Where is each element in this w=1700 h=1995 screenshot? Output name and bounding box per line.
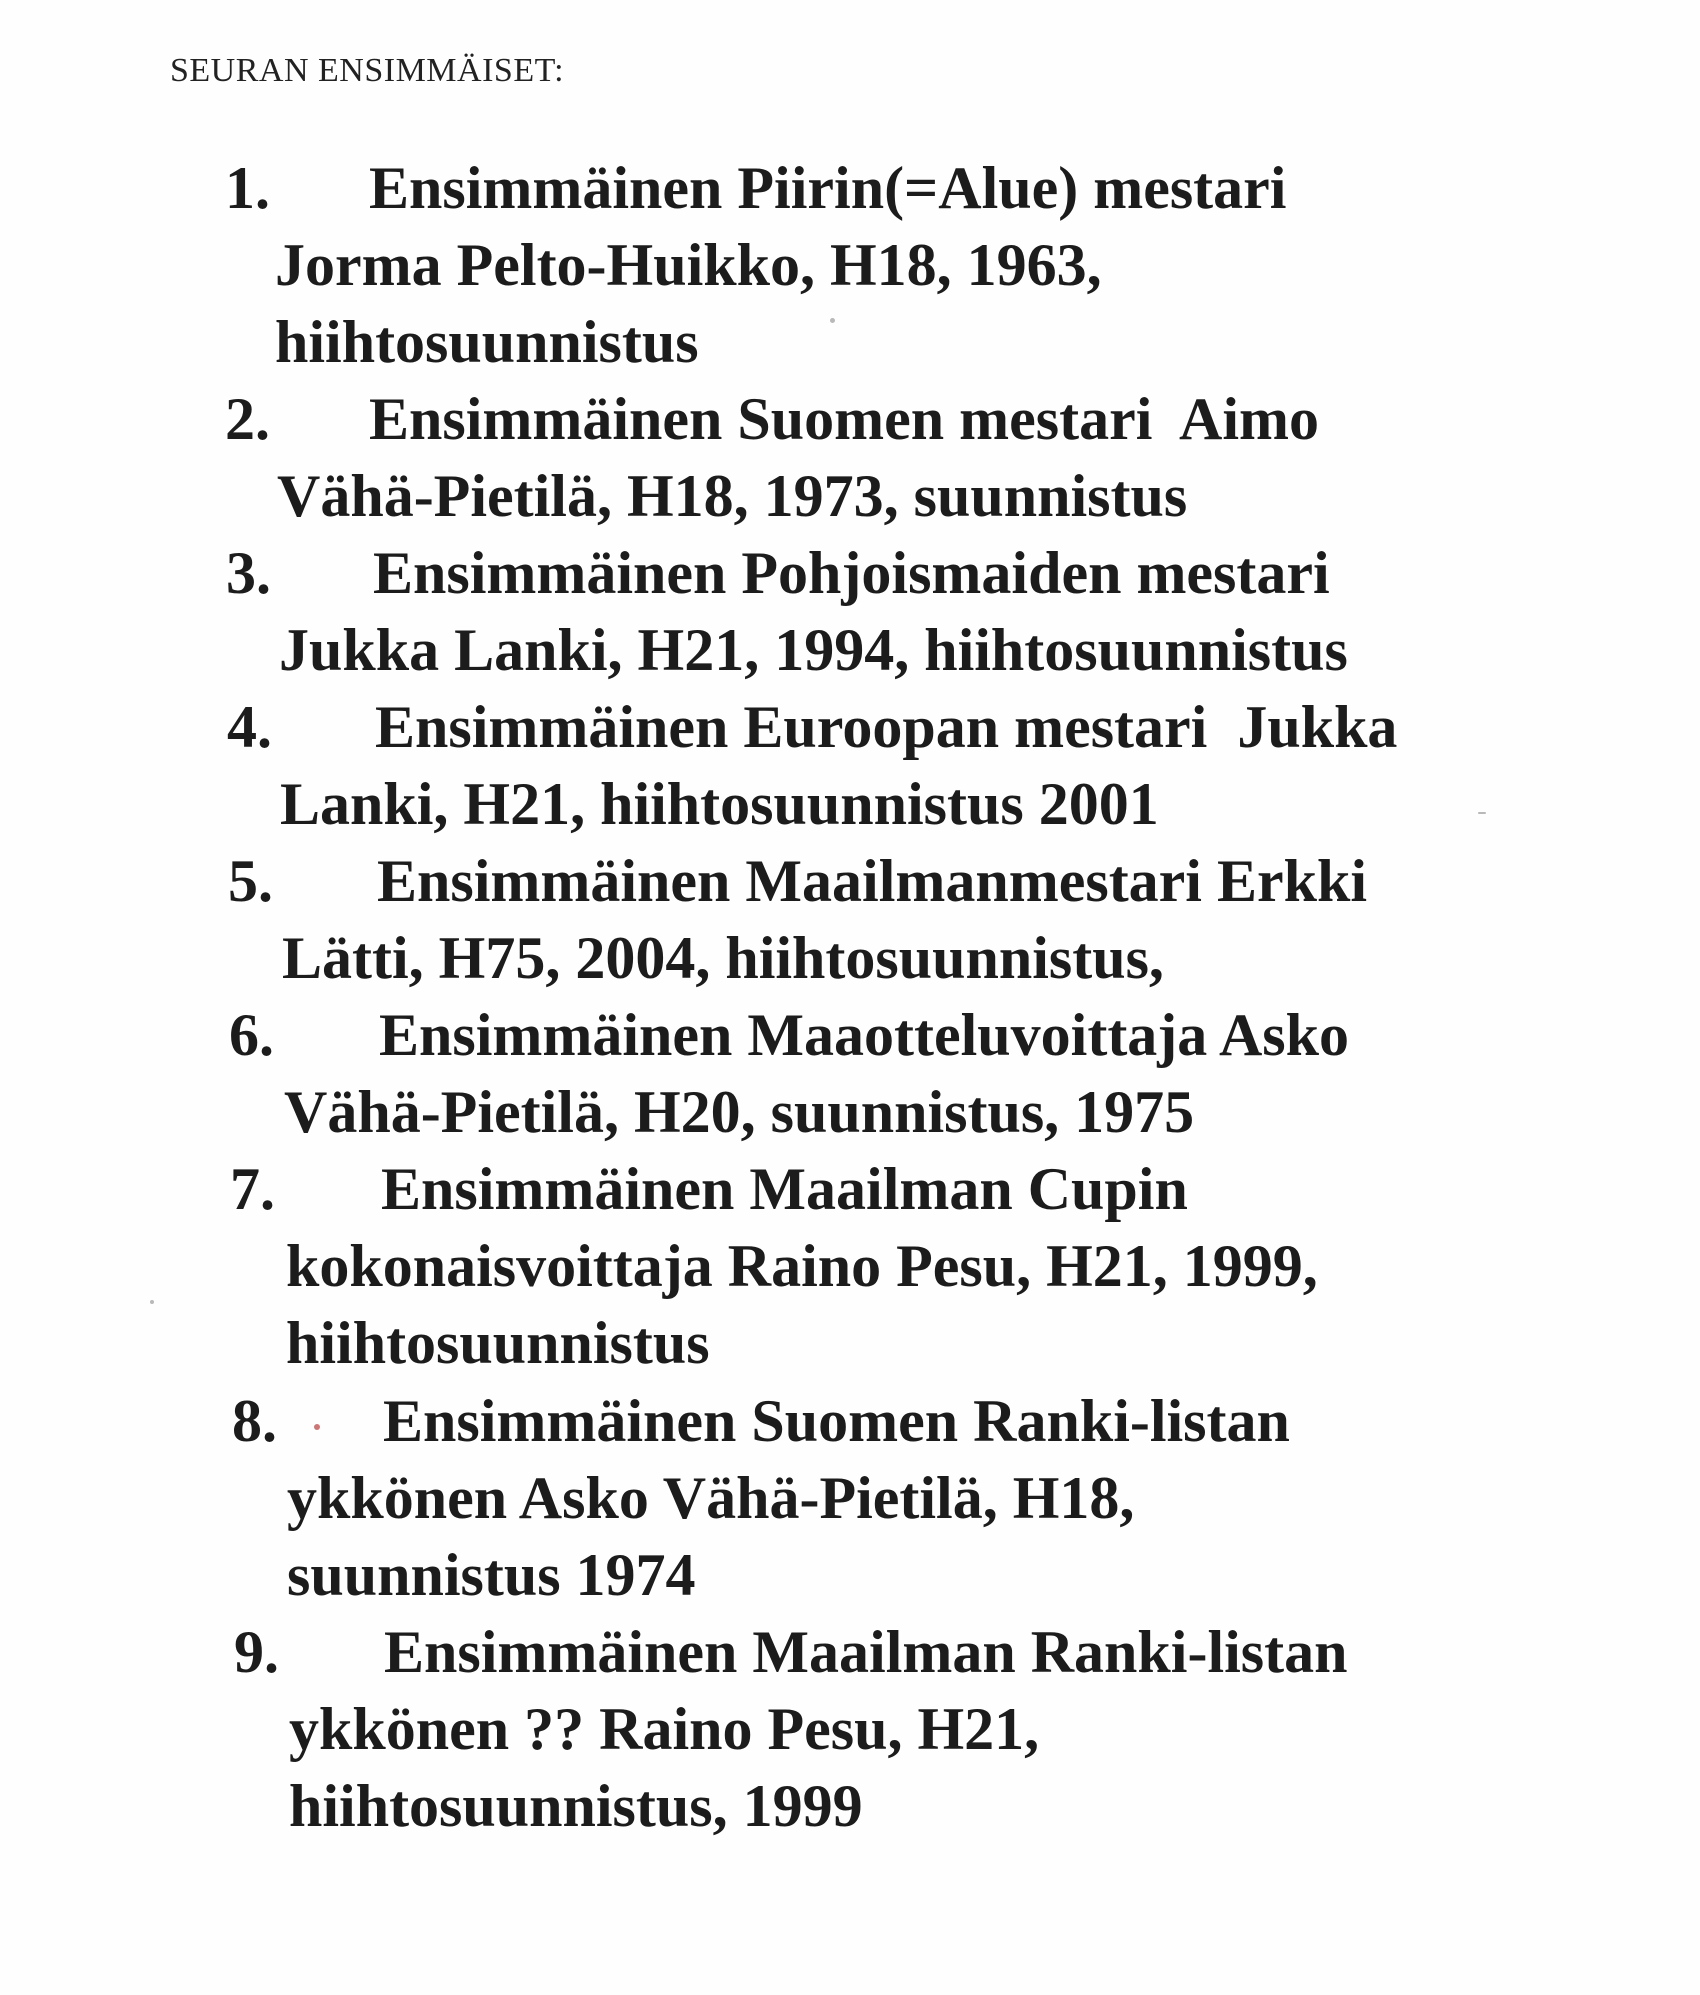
item-number: 9. — [234, 1619, 279, 1685]
item-line: Vähä-Pietilä, H18, 1973, suunnistus — [277, 463, 1188, 529]
item-line: kokonaisvoittaja Raino Pesu, H21, 1999, — [286, 1233, 1318, 1299]
item-line: Ensimmäinen Maailman Cupin — [381, 1156, 1188, 1222]
item-number: 4. — [227, 694, 272, 760]
item-line: Ensimmäinen Maaotteluvoittaja Asko — [379, 1002, 1350, 1068]
item-number: 6. — [229, 1002, 274, 1068]
item-number: 3. — [226, 540, 271, 606]
item-line: Ensimmäinen Maailman Ranki-listan — [384, 1619, 1348, 1685]
item-number: 5. — [228, 848, 273, 914]
item-line: Ensimmäinen Maailmanmestari Erkki — [377, 848, 1368, 914]
item-line: Ensimmäinen Euroopan mestari Jukka — [375, 694, 1398, 760]
item-line: hiihtosuunnistus, 1999 — [289, 1773, 863, 1839]
item-number: 7. — [230, 1156, 275, 1222]
item-line: Lanki, H21, hiihtosuunnistus 2001 — [280, 771, 1159, 837]
scan-speck — [830, 318, 835, 323]
item-number: 8. — [232, 1388, 277, 1454]
item-line: Lätti, H75, 2004, hiihtosuunnistus, — [282, 925, 1164, 991]
item-line: Ensimmäinen Piirin(=Alue) mestari — [369, 155, 1287, 221]
item-line: Ensimmäinen Suomen mestari Aimo — [369, 386, 1320, 452]
page-heading: SEURAN ENSIMMÄISET: — [170, 52, 565, 89]
item-line: Ensimmäinen Pohjoismaiden mestari — [373, 540, 1330, 606]
item-number: 1. — [225, 155, 270, 221]
item-line: Jukka Lanki, H21, 1994, hiihtosuunnistus — [279, 617, 1348, 683]
item-line: hiihtosuunnistus — [275, 309, 699, 375]
item-line: ykkönen Asko Vähä-Pietilä, H18, — [287, 1465, 1135, 1531]
item-line: ykkönen ?? Raino Pesu, H21, — [289, 1696, 1040, 1762]
scan-speck — [314, 1424, 320, 1430]
scan-speck — [150, 1300, 154, 1304]
item-line: Ensimmäinen Suomen Ranki-listan — [383, 1388, 1290, 1454]
item-line: Jorma Pelto-Huikko, H18, 1963, — [275, 232, 1102, 298]
item-line: suunnistus 1974 — [287, 1542, 696, 1608]
item-line: Vähä-Pietilä, H20, suunnistus, 1975 — [284, 1079, 1195, 1145]
item-line: hiihtosuunnistus — [286, 1310, 710, 1376]
item-number: 2. — [225, 386, 270, 452]
scan-speck — [1478, 812, 1486, 814]
